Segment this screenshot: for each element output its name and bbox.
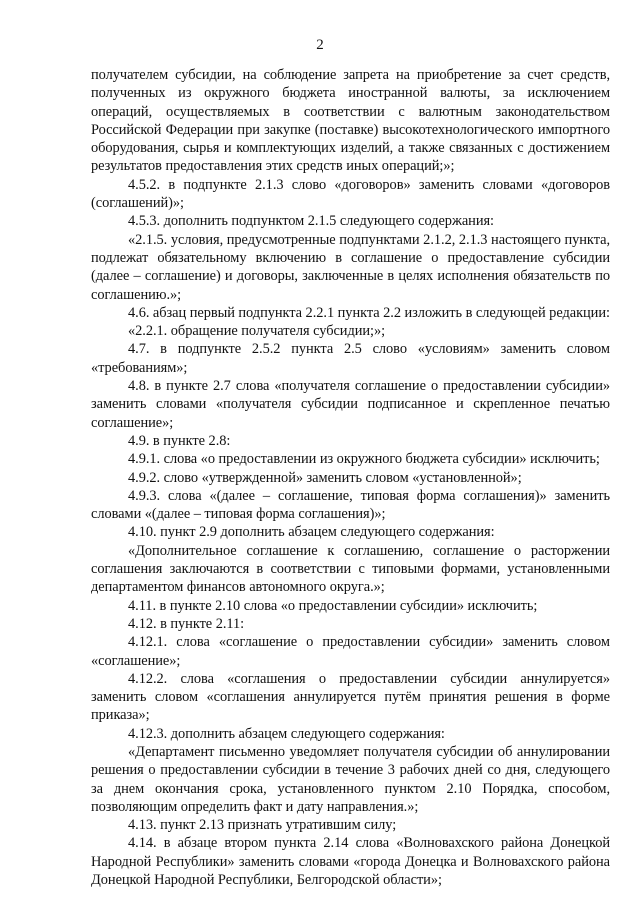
paragraph-4-12-2: 4.12.2. слова «соглашения о предоставлении субсидии аннулируется» заменить словом «соглашения аннулируется путём принятия решения в форме приказа»; <box>91 670 610 724</box>
paragraph-4-12-1: 4.12.1. слова «соглашение о предоставлении субсидии» заменить словом «соглашение»; <box>91 634 610 669</box>
paragraph-continuation: получателем субсидии, на соблюдение запрета на приобретение за счет средств, полученных из окружного бюджета иностранной валюты, за исключением операций, осуществляемых в соответствии с валютным законодательством Российской Федерации при закупке (поставке) высокотехнологического импортного оборудования, сырья и комплектующих изделий, а также связанных с достижением результатов предоставления этих средств иных операций;»; <box>91 67 610 175</box>
paragraph-4-9: 4.9. в пункте 2.8: <box>128 432 231 449</box>
paragraph-2-1-5-quote: «2.1.5. условия, предусмотренные подпунктами 2.1.2, 2.1.3 настоящего пункта, подлежат обязательному включению в соглашение о предоставление субсидии (далее – соглашение) и договоры, заключенные в целях исполнения обязательств по соглашению.»; <box>91 231 610 303</box>
paragraph-4-9-1: 4.9.1. слова «о предоставлении из окружного бюджета субсидии» исключить; <box>128 451 600 468</box>
paragraph-4-9-3: 4.9.3. слова «(далее – соглашение, типовая форма соглашения)» заменить словами «(далее – типовая форма соглашения)»; <box>91 487 610 523</box>
paragraph-4-12: 4.12. в пункте 2.11: <box>128 615 245 632</box>
paragraph-4-5-3: 4.5.3. дополнить подпунктом 2.1.5 следующего содержания: <box>128 213 495 230</box>
paragraph-4-14: 4.14. в абзаце втором пункта 2.14 слова «Волновахского района Донецкой Народной Республики» заменить словами «города Донецка и Волновахского района Донецкой Народной Республики, Белгородской области»; <box>91 835 610 889</box>
paragraph-4-11: 4.11. в пункте 2.10 слова «о предоставлении субсидии» исключить; <box>128 597 538 614</box>
paragraph-4-12-3: 4.12.3. дополнить абзацем следующего содержания: <box>128 725 445 742</box>
paragraph-2-11-quote: «Департамент письменно уведомляет получателя субсидии об аннулировании решения о предоставлении субсидии в течение 3 рабочих дней со дня, следующего за днем окончания срока, установленного пунктом 2.10 Порядка, способом, позволяющим определить факт и дату направления.»; <box>91 743 610 815</box>
page-number: 2 <box>316 37 324 53</box>
paragraph-4-13: 4.13. пункт 2.13 признать утратившим силу; <box>128 817 397 834</box>
paragraph-4-5-2: 4.5.2. в подпункте 2.1.3 слово «договоров» заменить словами «договоров (соглашений)»; <box>91 176 610 212</box>
paragraph-4-9-2: 4.9.2. слово «утвержденной» заменить словом «установленной»; <box>128 469 522 486</box>
paragraph-2-2-1-quote: «2.2.1. обращение получателя субсидии;»; <box>128 323 386 340</box>
paragraph-4-10: 4.10. пункт 2.9 дополнить абзацем следующего содержания: <box>128 524 495 541</box>
paragraph-4-8: 4.8. в пункте 2.7 слова «получателя соглашение о предоставлении субсидии» заменить словами «получателя субсидии подписанное и скрепленное печатью соглашение»; <box>91 378 610 431</box>
paragraph-4-6: 4.6. абзац первый подпункта 2.2.1 пункта 2.2 изложить в следующей редакции: <box>128 304 610 321</box>
paragraph-4-7: 4.7. в подпункте 2.5.2 пункта 2.5 слово «условиям» заменить словом «требованиям»; <box>91 341 610 376</box>
paragraph-2-9-quote: «Дополнительное соглашение к соглашению, соглашение о расторжении соглашения заключаются в соответствии с типовыми формами, установленными департаментом финансов автономного округа.»; <box>91 542 610 596</box>
document-body <box>91 66 610 889</box>
